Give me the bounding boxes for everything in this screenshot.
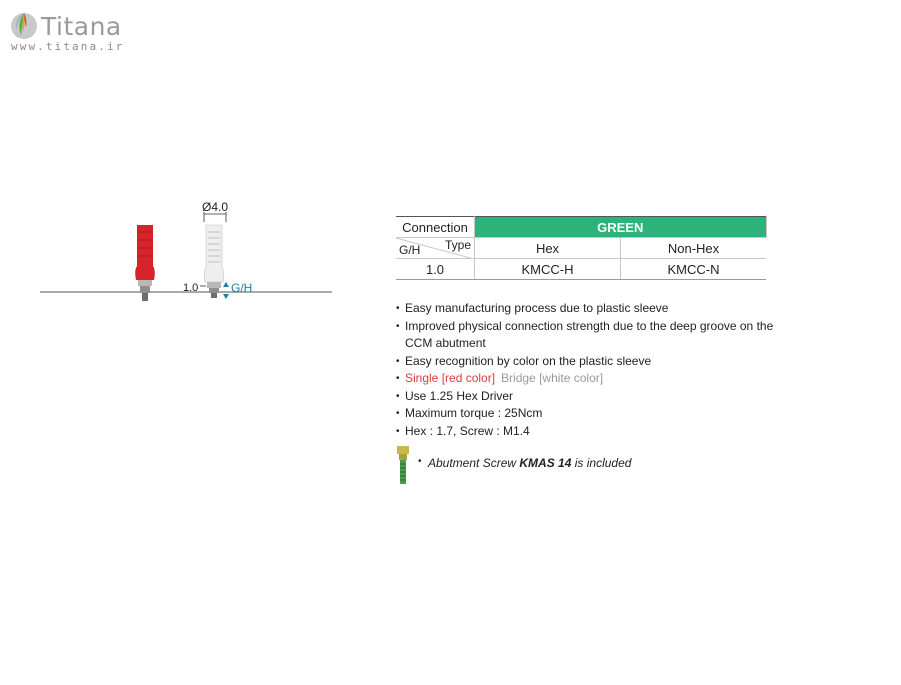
type-label: Type bbox=[444, 238, 471, 252]
list-item: • Improved physical connection strength due to the deep groove on the CCM abutment bbox=[396, 318, 776, 353]
white-sleeve-abutment bbox=[200, 212, 229, 299]
list-item: • Easy manufacturing process due to plastic sleeve bbox=[396, 300, 776, 318]
diameter-label: Ø4.0 bbox=[202, 200, 229, 214]
abutment-screw-icon bbox=[396, 446, 410, 486]
titana-logo bbox=[10, 10, 130, 55]
screw-prefix: Abutment Screw bbox=[428, 456, 520, 470]
feature-list bbox=[396, 300, 776, 440]
red-sleeve-abutment bbox=[135, 225, 155, 301]
row-gh: 1.0 bbox=[396, 259, 475, 280]
row-nonhex-code: KMCC-N bbox=[621, 259, 767, 280]
connection-header: Connection bbox=[396, 217, 475, 238]
spec-table bbox=[396, 216, 767, 280]
list-item: • Maximum torque : 25Ncm bbox=[396, 405, 776, 423]
screw-model: KMAS 14 bbox=[519, 456, 572, 470]
screw-included-text bbox=[428, 456, 631, 470]
logo-url: www.titana.ir bbox=[11, 40, 125, 53]
color-header: GREEN bbox=[475, 217, 767, 238]
logo-name: Titana bbox=[41, 12, 122, 41]
abutment-illustration bbox=[40, 190, 340, 310]
list-item: • Easy recognition by color on the plastic sleeve bbox=[396, 353, 776, 371]
gh-marker-label: G/H bbox=[231, 281, 253, 295]
type-gh-header bbox=[396, 238, 475, 259]
list-item: • Use 1.25 Hex Driver bbox=[396, 388, 776, 406]
single-color-note: Single [red color] bbox=[405, 371, 496, 385]
list-item-color-note bbox=[396, 370, 776, 388]
list-item: • Hex : 1.7, Screw : M1.4 bbox=[396, 423, 776, 441]
nonhex-header: Non-Hex bbox=[621, 238, 767, 259]
screw-note bbox=[396, 446, 776, 488]
hex-header: Hex bbox=[475, 238, 621, 259]
height-label: 1.0 bbox=[183, 282, 199, 294]
screw-suffix: is included bbox=[571, 456, 632, 470]
gh-label: G/H bbox=[399, 243, 421, 257]
bridge-color-note: Bridge [white color] bbox=[501, 371, 604, 385]
titana-logo-icon bbox=[10, 12, 38, 40]
row-hex-code: KMCC-H bbox=[475, 259, 621, 280]
table-row bbox=[396, 259, 766, 280]
